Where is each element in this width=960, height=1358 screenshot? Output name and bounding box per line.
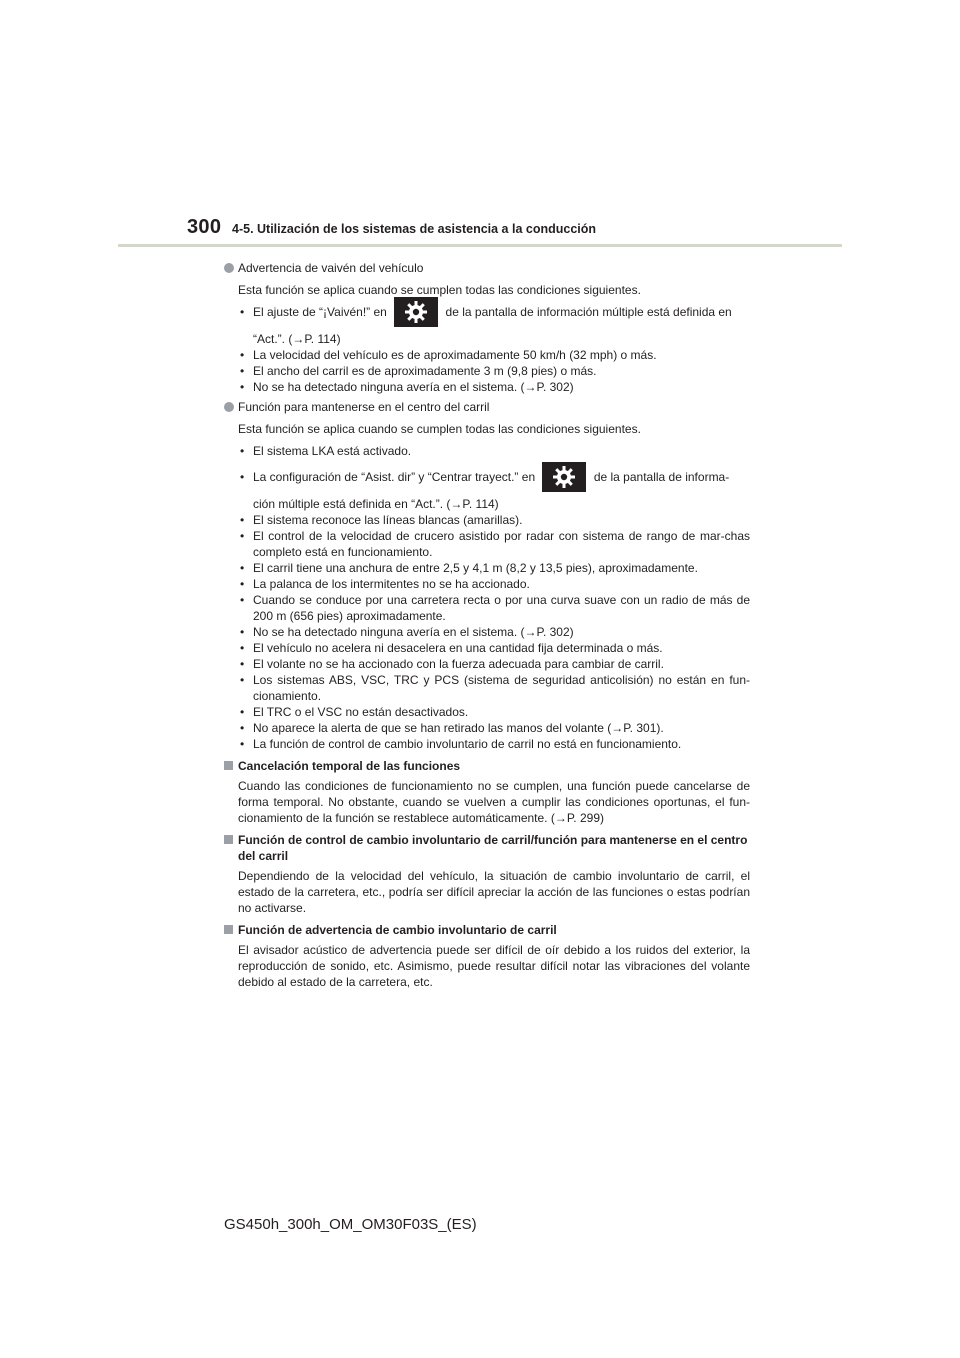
list-item: • El control de la velocidad de crucero asistido por radar con sistema de rango de mar-chas completo está en funcionamiento. — [238, 528, 750, 560]
list-item-text: “Act.”. (→P. 114) — [253, 331, 341, 346]
list-item-text: El ajuste de “¡Vaivén!” en — [253, 305, 387, 319]
list-item: • La función de control de cambio involuntario de carril no está en funcionamiento. — [238, 736, 750, 752]
section-heading: Función para mantenerse en el centro del carril — [224, 399, 750, 415]
list-item-text: de la pantalla de información múltiple está definida en — [445, 305, 732, 319]
gear-icon — [542, 462, 586, 492]
list-item: • El ancho del carril es de aproximadamente 3 m (9,8 pies) o más. — [238, 363, 750, 379]
list-item: • La velocidad del vehículo es de aproximadamente 50 km/h (32 mph) o más. — [238, 347, 750, 363]
gear-icon — [394, 297, 438, 327]
bullet-list — [224, 443, 750, 752]
section-paragraph: El avisador acústico de advertencia puede ser difícil de oír debido a los ruidos del exterior, la reproducción de sonido, etc. Asimismo, puede resultar difícil notar las vibraciones del volante debido al estado de la carretera, etc. — [238, 942, 750, 989]
list-item: • Los sistemas ABS, VSC, TRC y PCS (sistema de seguridad anticolisión) no están en fun-cionamiento. — [238, 672, 750, 704]
list-item: • No se ha detectado ninguna avería en el sistema. (→P. 302) — [238, 379, 750, 395]
list-item: • El sistema reconoce las líneas blancas (amarillas). — [238, 512, 750, 528]
list-item-text: La configuración de “Asist. dir” y “Centrar trayect.” en — [253, 469, 536, 484]
section-paragraph: Cuando las condiciones de funcionamiento no se cumplen, una función puede cancelarse de forma temporal. No obstante, cuando se vuelven a cumplir las condiciones oportunas, el fun-cionamiento de la función se restablece automáticamente. (→P. 299) — [238, 778, 750, 825]
list-item: • Cuando se conduce por una carretera recta o por una curva suave con un radio de más de 200 m (656 pies) aproximadamente. — [238, 592, 750, 624]
page-content — [224, 256, 750, 990]
list-item: • No aparece la alerta de que se han retirado las manos del volante (→P. 301). — [238, 720, 750, 736]
list-item: • No se ha detectado ninguna avería en el sistema. (→P. 302) — [238, 624, 750, 640]
section-heading: Cancelación temporal de las funciones — [224, 758, 750, 774]
section-heading: Función de advertencia de cambio involuntario de carril — [224, 922, 750, 938]
page-number: 300 — [187, 216, 222, 238]
list-item — [238, 469, 750, 512]
list-item: • El sistema LKA está activado. — [238, 443, 750, 459]
section-paragraph: Dependiendo de la velocidad del vehículo, la situación de cambio involuntario de carril, el estado de la carretera, etc., podría ser difícil apreciar la acción de las funciones o estas podrían no activarse. — [238, 868, 750, 915]
section-intro: Esta función se aplica cuando se cumplen todas las condiciones siguientes. — [238, 421, 641, 436]
list-item-text: ción múltiple está definida en “Act.”. (→P. 114) — [253, 496, 499, 511]
list-item: • El carril tiene una anchura de entre 2,5 y 4,1 m (8,2 y 13,5 pies), aproximadamente. — [238, 560, 750, 576]
bullet-list — [224, 304, 750, 395]
section-intro: Esta función se aplica cuando se cumplen todas las condiciones siguientes. — [238, 283, 641, 297]
section-heading: Advertencia de vaivén del vehículo — [224, 260, 750, 276]
list-item: • El TRC o el VSC no están desactivados. — [238, 704, 750, 720]
section-title: 4-5. Utilización de los sistemas de asistencia a la conducción — [232, 222, 597, 236]
section-heading: Función de control de cambio involuntario de carril/función para mantenerse en el centro del carril — [224, 832, 750, 864]
list-item: • El volante no se ha accionado con la fuerza adecuada para cambiar de carril. — [238, 656, 750, 672]
list-item: • La palanca de los intermitentes no se ha accionado. — [238, 576, 750, 592]
document-code: GS450h_300h_OM_OM30F03S_(ES) — [224, 1216, 477, 1233]
list-item-text: de la pantalla de informa- — [593, 469, 730, 484]
header-divider — [118, 244, 842, 247]
list-item: • El vehículo no acelera ni desacelera en una cantidad fija determinada o más. — [238, 640, 750, 656]
list-item — [238, 304, 750, 347]
